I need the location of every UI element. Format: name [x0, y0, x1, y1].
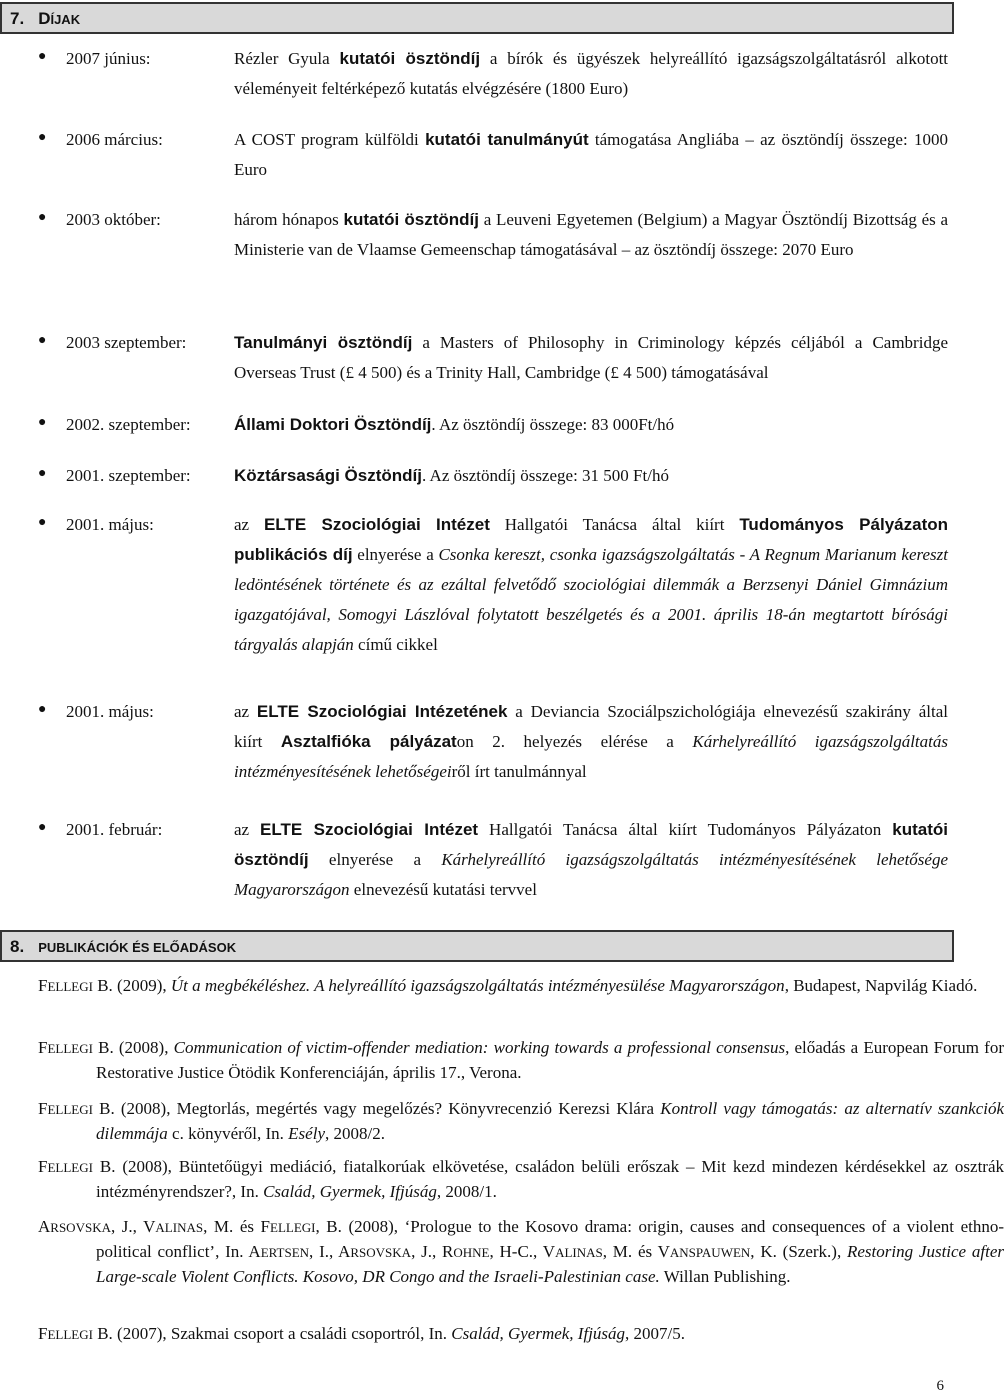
italic-span: Communication of victim-offender mediation: working towards a professional consensus — [173, 1038, 786, 1057]
author-smallcaps: ALINAS — [555, 1245, 603, 1260]
award-date: 2001. május: — [66, 702, 154, 721]
author-smallcaps: ELLEGI — [47, 1160, 93, 1175]
text-span: , 2008/2. — [325, 1124, 385, 1143]
section-number: 8. — [10, 937, 25, 956]
text-span: az — [234, 515, 264, 534]
text-span: F — [38, 1038, 48, 1057]
author-smallcaps: ALINAS — [155, 1220, 204, 1235]
text-span: B. (2009), — [92, 976, 171, 995]
text-span: című cikkel — [353, 635, 438, 654]
page-number: 6 — [936, 1378, 944, 1394]
bold-span: kutatói ösztöndíj — [339, 49, 481, 68]
bold-span: Asztalfiókа pályázat — [280, 732, 457, 751]
section-header-publications — [0, 930, 954, 962]
text-span: elnevezésű kutatási tervvel — [349, 880, 537, 899]
award-date: 2007 június: — [66, 49, 151, 68]
text-span: B. (2008), — [92, 1038, 174, 1057]
text-span: , B. (2008), ‘Prologue to the Kosovo drama: origin, causes and consequences of a violent ethno-political conflict’, In. A — [96, 1217, 1004, 1261]
text-span: F — [38, 1099, 48, 1118]
text-span: három hónapos — [234, 210, 344, 229]
text-span: F — [38, 1157, 48, 1176]
publication-entry — [38, 1322, 1004, 1347]
author-smallcaps: ELLEGI — [47, 1041, 93, 1056]
text-span: Willan Publishing. — [659, 1267, 791, 1286]
award-description — [234, 410, 948, 440]
text-span: B. (2008), Megtorlás, megértés vagy megelőzés? Könyvrecenzió Kerezsi Klára — [92, 1099, 661, 1118]
text-span: az — [234, 820, 261, 839]
bold-span: Tanulmányi ösztöndíj — [234, 333, 413, 352]
award-date: 2001. május: — [66, 515, 154, 534]
award-description — [234, 125, 948, 185]
bullet-icon: ● — [38, 333, 47, 348]
bold-span: kutatói tanulmányút — [425, 130, 589, 149]
award-description — [234, 510, 948, 660]
award-description — [234, 697, 948, 787]
section-number: 7. — [10, 9, 25, 28]
bullet-icon: ● — [38, 702, 47, 717]
text-span: . Az ösztöndíj összege: 83 000Ft/hó — [431, 415, 675, 434]
award-description — [234, 44, 948, 104]
text-span: a Deviancia Szociálpszichológiája elnevezésű szakirány által kiírt — [234, 702, 948, 751]
author-smallcaps: ELLEGI — [270, 1220, 316, 1235]
award-date: 2003 szeptember: — [66, 333, 187, 352]
text-span: a Masters of Philosophy in Criminology képzés céljából a Cambridge Overseas Trust (£ 4 500) és a Trinity Hall, Cambridge (£ 4 500) támogatásával — [234, 333, 948, 382]
section-title: ÍJAK — [50, 12, 81, 27]
text-span: , I., A — [309, 1242, 351, 1261]
text-span: elnyerése a — [352, 545, 439, 564]
author-smallcaps: RSOVSKA — [50, 1220, 111, 1235]
author-smallcaps: ERTSEN — [260, 1245, 310, 1260]
bold-span: kutatói ösztöndíj — [234, 820, 948, 869]
award-description — [234, 328, 948, 388]
bullet-icon: ● — [38, 130, 47, 145]
text-span: a bírók és ügyészek helyreállító igazságszolgáltatásról alkotott véleményeit feltérképező kutatás elvégzésére (1800 Euro) — [234, 49, 949, 98]
text-span: támogatása Angliába – az ösztöndíj összege: 1000 Euro — [234, 130, 948, 179]
italic-span: Csonka kereszt, csonka igazságszolgáltatás - A Regnum Marianum kereszt ledöntésének története és az ezáltal felvetődő szociológiai dilemmák a Berzsenyi Dániel Gimnázium igazgatójával, Somogyi Lászlóval folytatott beszélgetés és a 2001. április 18-án megtartott bírósági tárgyalás alapján — [234, 545, 948, 654]
publication-entry — [38, 974, 1004, 999]
text-span: F — [38, 1324, 48, 1343]
italic-span: Család, Gyermek, Ifjúság — [263, 1182, 437, 1201]
italic-span: Család, Gyermek, Ifjúság — [451, 1324, 626, 1343]
text-span: A COST program külföldi — [234, 130, 426, 149]
publication-entry — [38, 1155, 1004, 1204]
text-span: . Az ösztöndíj összege: 31 500 Ft/hó — [421, 466, 669, 485]
text-span: , M. és V — [602, 1242, 670, 1261]
text-span: , J., V — [110, 1217, 156, 1236]
text-span: , 2007/5. — [625, 1324, 686, 1343]
text-span: , H-C., V — [489, 1242, 556, 1261]
bullet-icon: ● — [38, 466, 47, 481]
bullet-icon: ● — [38, 49, 47, 64]
author-smallcaps: ELLEGI — [47, 1327, 93, 1342]
author-smallcaps: ANSPAUWEN — [669, 1245, 751, 1260]
award-description — [234, 205, 948, 265]
italic-span: Kárhelyreállító igazságszolgáltatás intézményesítésének lehetőségei — [234, 732, 948, 781]
bullet-icon: ● — [38, 515, 47, 530]
text-span: Hallgatói Tanácsa által kiírt Tudományos Pályázaton — [478, 820, 893, 839]
section-title: PUBLIKÁCIÓK ÉS ELŐADÁSOK — [38, 940, 237, 955]
text-span: B. (2008), Büntetőügyi mediáció, fiatalkorúak elkövetése, családon belüli erőszak – Mit kezd mindezen kérdésekkel az osztrák intézményrendszer?, In. — [92, 1157, 1004, 1201]
text-span: F — [38, 976, 48, 995]
bold-span: ELTE Szociológiai Intézetének — [256, 702, 508, 721]
text-span: Rézler Gyula — [234, 49, 340, 68]
text-span: , Budapest, Napvilág Kiadó. — [784, 976, 978, 995]
author-smallcaps: RSOVSKA — [350, 1245, 412, 1260]
award-date: 2002. szeptember: — [66, 415, 191, 434]
section-header-awards — [0, 2, 954, 34]
italic-span: Út a megbékéléshez. A helyreállító igazságszolgáltatás intézményesülése Magyarországon — [170, 976, 785, 995]
text-span: , előadás a European Forum for Restorative Justice Ötödik Konferenciáján, április 17., Verona. — [96, 1038, 1004, 1082]
text-span: c. könyvéről, In. — [167, 1124, 289, 1143]
text-span: on 2. helyezés elérése a — [456, 732, 693, 751]
bold-span: Tudományos Pályázaton publikációs díj — [234, 515, 948, 564]
bold-span: ELTE Szociológiai Intézet — [263, 515, 490, 534]
publication-entry — [38, 1036, 1004, 1085]
italic-span: Kontroll vagy támogatás: az alternatív szankciók dilemmája — [96, 1099, 1004, 1143]
italic-span: Esély — [288, 1124, 325, 1143]
bold-span: ELTE Szociológiai Intézet — [260, 820, 479, 839]
publication-entry — [38, 1097, 1004, 1146]
bullet-icon: ● — [38, 415, 47, 430]
author-smallcaps: OHNE — [453, 1245, 490, 1260]
text-span: B. (2007), Szakmai csoport a családi csoportról, In. — [92, 1324, 452, 1343]
bullet-icon: ● — [38, 820, 47, 835]
bold-span: kutatói ösztöndíj — [343, 210, 479, 229]
text-span: , J., R — [411, 1242, 454, 1261]
award-description — [234, 815, 948, 905]
text-span: , M. és F — [203, 1217, 271, 1236]
text-span: , 2008/1. — [436, 1182, 497, 1201]
text-span: , K. (Szerk.), — [750, 1242, 847, 1261]
text-span: Hallgatói Tanácsa által kiírt — [489, 515, 740, 534]
award-date: 2006 március: — [66, 130, 163, 149]
italic-span: Kárhelyreállító igazságszolgáltatás intézményesítésének lehetősége Magyarországon — [234, 850, 949, 899]
text-span: a Leuveni Egyetemen (Belgium) a Magyar Ösztöndíj Bizottság és a Ministerie van de Vlaamse Gemeenschap támogatásával – az ösztöndíj összege: 2070 Euro — [234, 210, 949, 259]
award-description — [234, 461, 948, 491]
section-title-lead: D — [38, 9, 51, 28]
bullet-icon: ● — [38, 210, 47, 225]
bold-span: Köztársasági Ösztöndíj — [234, 466, 422, 485]
text-span: az — [234, 702, 257, 721]
text-span: ről írt tanulmánnyal — [451, 762, 587, 781]
bold-span: Állami Doktori Ösztöndíj — [234, 415, 432, 434]
award-date: 2003 október: — [66, 210, 161, 229]
publication-entry — [38, 1215, 1004, 1289]
text-span: elnyerése a — [308, 850, 442, 869]
award-date: 2001. szeptember: — [66, 466, 191, 485]
award-date: 2001. február: — [66, 820, 163, 839]
author-smallcaps: ELLEGI — [47, 1102, 93, 1117]
text-span: A — [38, 1217, 51, 1236]
author-smallcaps: ELLEGI — [47, 979, 93, 994]
italic-span: Restoring Justice after Large-scale Violent Conflicts. Kosovo, DR Congo and the Israeli-Palestinian case. — [96, 1242, 1004, 1286]
